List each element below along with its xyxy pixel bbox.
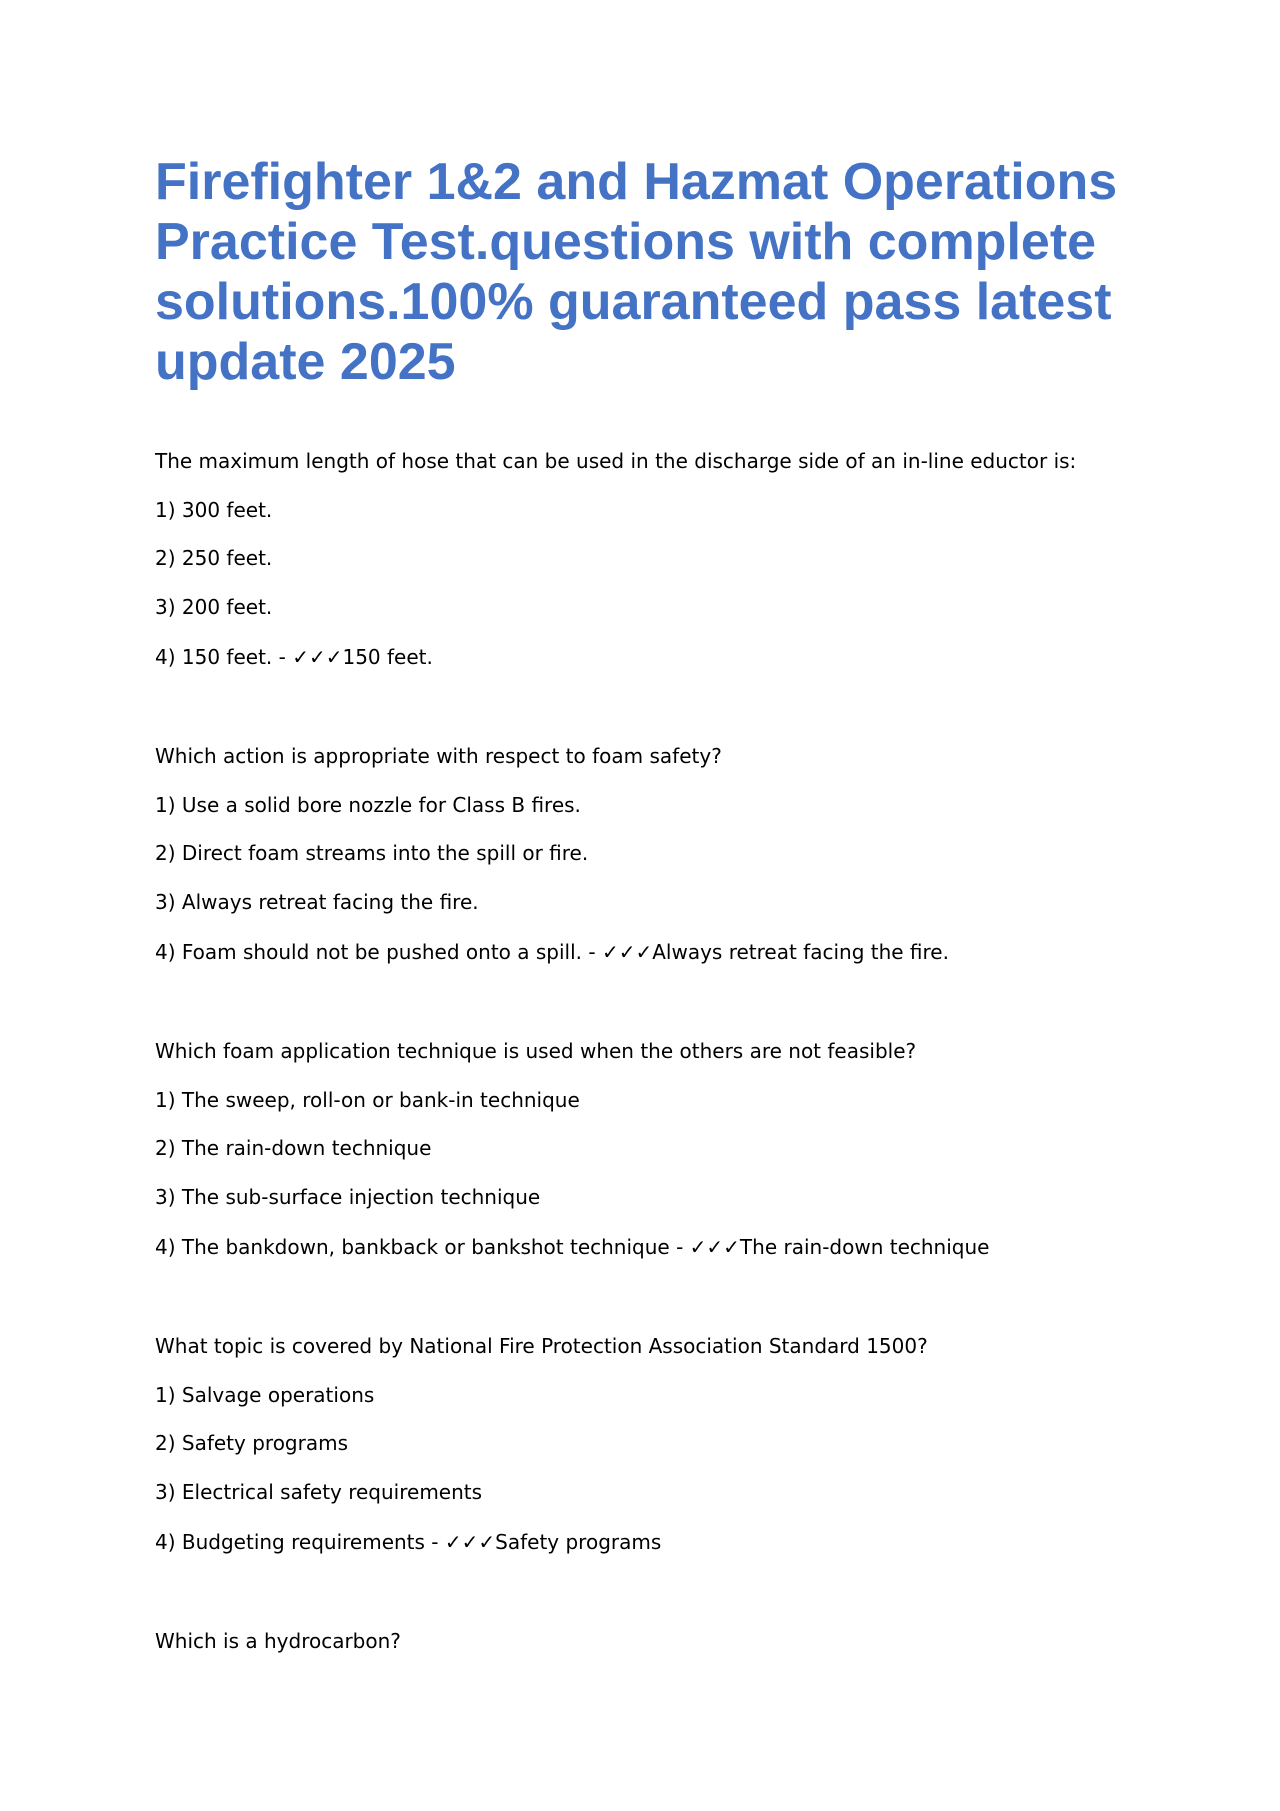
answer-option-2: 2) The rain-down technique [155, 1136, 432, 1160]
question-prompt: The maximum length of hose that can be used in the discharge side of an in-line eductor is: [155, 449, 1077, 473]
question-prompt: What topic is covered by National Fire Protection Association Standard 1500? [155, 1334, 928, 1358]
answer-option-3: 3) 200 feet. [155, 594, 273, 619]
answer-option-1: 1) Use a solid bore nozzle for Class B fires. [155, 792, 581, 817]
question-prompt: Which is a hydrocarbon? [155, 1629, 401, 1653]
answer-option-4-with-solution [155, 1221, 1155, 1274]
question-block-4 [155, 1322, 1155, 1569]
correct-answer: 150 feet. [342, 645, 433, 669]
question-prompt: Which action is appropriate with respect to foam safety? [155, 744, 722, 768]
checkmark-icon: ✓✓✓ [292, 645, 343, 669]
checkmark-icon: ✓✓✓ [601, 940, 653, 964]
answer-option-3: 3) Always retreat facing the fire. [155, 889, 479, 914]
correct-answer: Always retreat facing the fire. [652, 940, 949, 964]
answer-option-1: 1) The sweep, roll-on or bank-in technique [155, 1087, 580, 1112]
question-block-2 [155, 732, 1155, 979]
answer-option-1: 1) Salvage operations [155, 1382, 375, 1407]
question-prompt: Which foam application technique is used when the others are not feasible? [155, 1039, 917, 1063]
answer-option-2: 2) Safety programs [155, 1431, 349, 1455]
answer-option-4: 4) 150 feet. - [155, 645, 293, 669]
answer-option-4-with-solution [155, 1516, 1155, 1569]
question-block-3 [155, 1027, 1155, 1274]
answer-option-4-with-solution [155, 926, 1155, 979]
checkmark-icon: ✓✓✓ [689, 1235, 740, 1259]
document-title: Firefighter 1&2 and Hazmat Operations Practice Test.questions with complete solutions.100% guaranteed pass latest update 2025 [155, 153, 1118, 391]
question-list [155, 437, 1155, 1714]
question-block-1 [155, 437, 1155, 684]
correct-answer: The rain-down technique [739, 1235, 990, 1259]
answer-option-4: 4) The bankdown, bankback or bankshot technique - [155, 1235, 690, 1259]
answer-option-2: 2) 250 feet. [155, 546, 273, 570]
question-block-5 [155, 1617, 1155, 1666]
checkmark-icon: ✓✓✓ [444, 1530, 496, 1554]
answer-option-4: 4) Budgeting requirements - [155, 1530, 445, 1554]
answer-option-1: 1) 300 feet. [155, 497, 273, 522]
answer-option-3: 3) The sub-surface injection technique [155, 1184, 541, 1209]
answer-option-2: 2) Direct foam streams into the spill or fire. [155, 841, 589, 865]
correct-answer: Safety programs [495, 1530, 662, 1554]
answer-option-4-with-solution [155, 631, 1155, 684]
answer-option-3: 3) Electrical safety requirements [155, 1479, 483, 1504]
answer-option-4: 4) Foam should not be pushed onto a spill. - [155, 940, 602, 964]
